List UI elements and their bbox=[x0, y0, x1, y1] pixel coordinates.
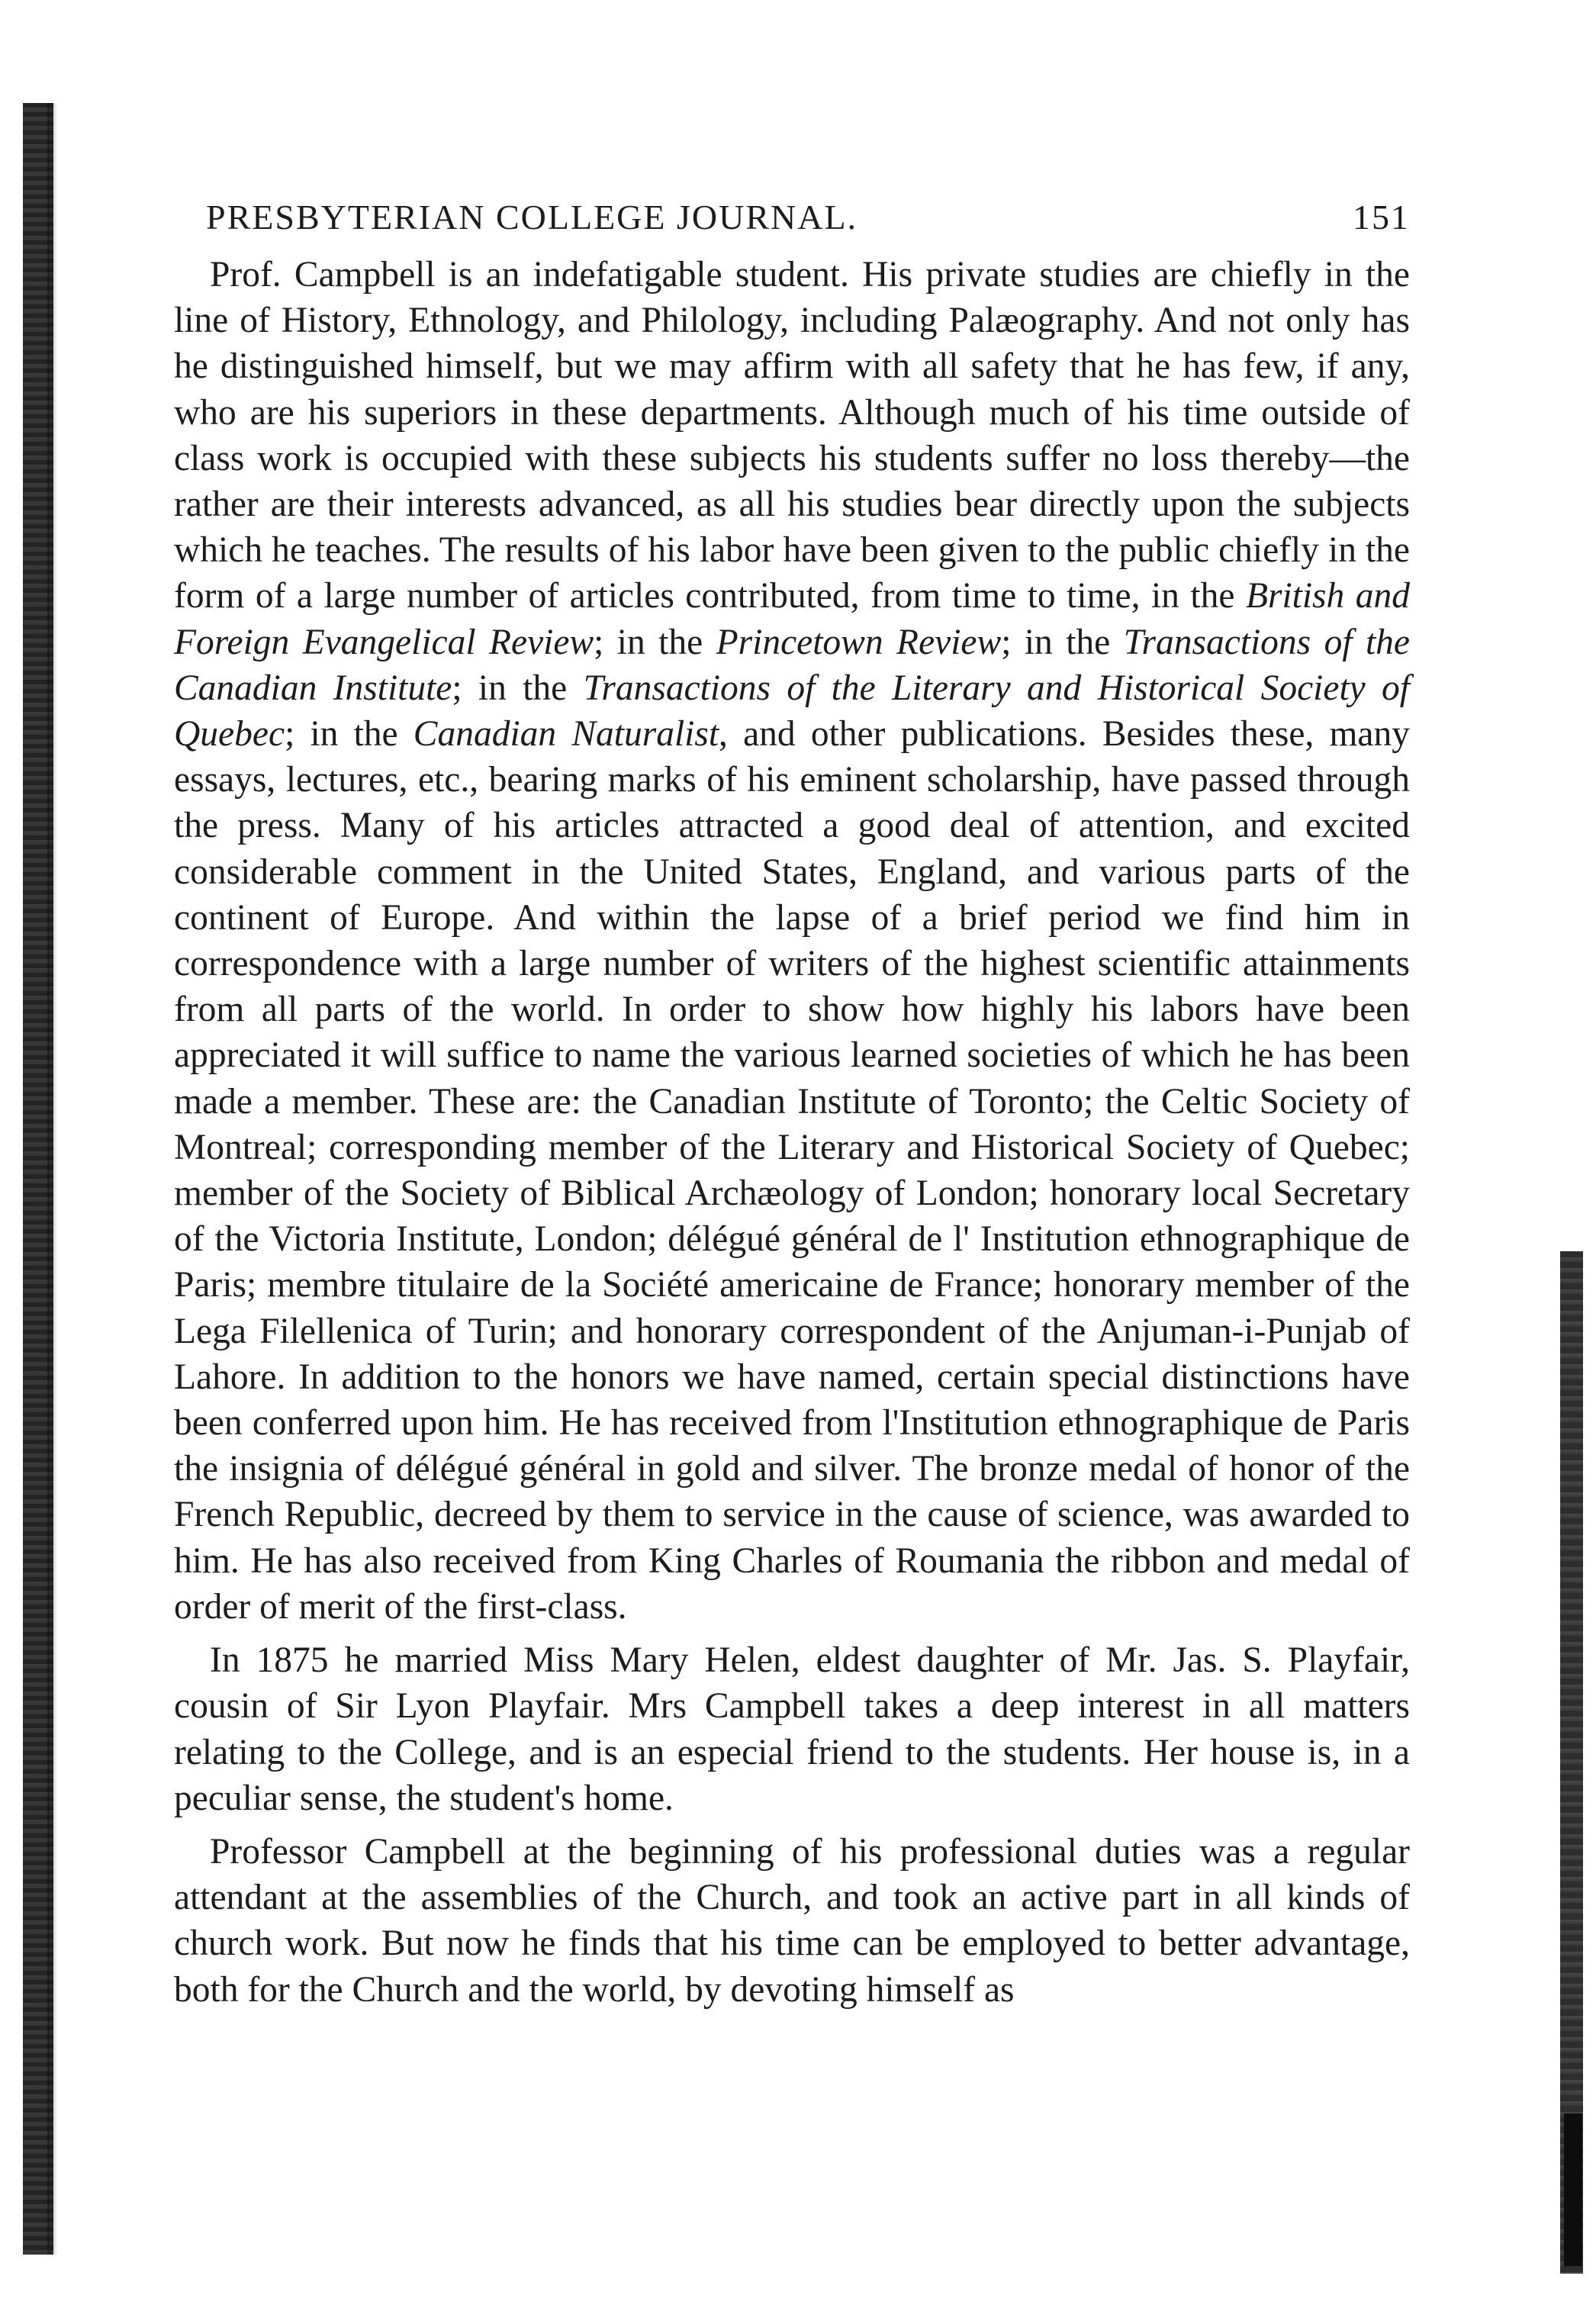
journal-title-canadian-naturalist: Canadian Naturalist bbox=[413, 714, 719, 755]
paragraph-1-text-a: Prof. Campbell is an indefatigable student. His private studies are chiefly in the line of History, Ethnology, and Philology, including Palæography. And not only has he distinguished himself, but we may affirm with all safety that he has few, if any, who are his superiors in these departments. Although much of his time outside of class work is occupied with these subjects his students suffer no loss thereby—the rather are their interests advanced, as all his studies bear directly upon the subjects which he teaches. The results of his labor have been given to the public chiefly in the form of a large number of articles contributed, from time to time, in the bbox=[174, 255, 1410, 616]
paragraph-2: In 1875 he married Miss Mary Helen, eldest daughter of Mr. Jas. S. Playfair, cousin of Sir Lyon Playfair. Mrs Campbell takes a deep interest in all matters relating to the College, and is an especial friend to the students. Her house is, in a peculiar sense, the student's home. bbox=[174, 1640, 1410, 1818]
journal-title-canadian-institute: Transactions of the Canadian Institute bbox=[174, 622, 1411, 708]
journal-page bbox=[174, 197, 1410, 2013]
journal-title-british-foreign-review: British and Foreign Evangelical Review bbox=[174, 576, 1411, 662]
paragraph-3: Professor Campbell at the beginning of his professional duties was a regular attendant at the assemblies of the Church, and took an active part in all kinds of church work. But now he finds that his time can be employed to better advantage, both for the Church and the world, by devoting himself as bbox=[174, 1831, 1410, 2010]
paragraph-1 bbox=[174, 252, 1410, 1630]
running-title: PRESBYTERIAN COLLEGE JOURNAL. bbox=[206, 198, 858, 237]
paragraph-1-text-c: ; in the bbox=[1001, 622, 1124, 662]
page-number: 151 bbox=[1353, 198, 1410, 237]
journal-title-literary-historical-society: Transactions of the Literary and Historical Society of Quebec bbox=[174, 668, 1410, 755]
journal-title-princetown-review: Princetown Review bbox=[716, 622, 1002, 662]
running-header bbox=[174, 197, 1410, 244]
paragraph-1-text-d: ; in the bbox=[452, 668, 584, 708]
page-edge-dark-mark bbox=[1564, 2113, 1582, 2266]
paragraph-1-text-f: , and other publications. Besides these, many essays, lectures, etc., bearing marks of his eminent scholarship, have passed through the press. Many of his articles attracted a good deal of attention, and excited considerable comment in the United States, England, and various parts of the continent of Europe. And within the lapse of a brief period we find him in correspondence with a large number of writers of the highest scientific attainments from all parts of the world. In order to show how highly his labors have been appreciated it will suffice to name the various learned societies of which he has been made a member. These are: the Canadian Institute of Toronto; the Celtic Society of Montreal; corresponding member of the Literary and Historical Society of Quebec; member of the Society of Biblical Archæology of London; honorary local Secretary of the Victoria Institute, London; délégué général de l' Institution ethnographique de Paris; membre titulaire de la Société americaine de France; honorary member of the Lega Filellenica of Turin; and honorary correspondent of the Anjuman-i-Punjab of Lahore. In addition to the honors we have named, certain special distinctions have been conferred upon him. He has received from l'Institution ethnographique de Paris the insignia of délégué général in gold and silver. The bronze medal of honor of the French Republic, decreed by them to service in the cause of science, was awarded to him. He has also received from King Charles of Roumania the ribbon and medal of order of merit of the first-class. bbox=[174, 714, 1410, 1627]
paragraph-1-text-e: ; in the bbox=[285, 714, 413, 755]
binding-edge-fade bbox=[47, 103, 58, 2255]
paragraph-1-text-b: ; in the bbox=[594, 622, 716, 662]
